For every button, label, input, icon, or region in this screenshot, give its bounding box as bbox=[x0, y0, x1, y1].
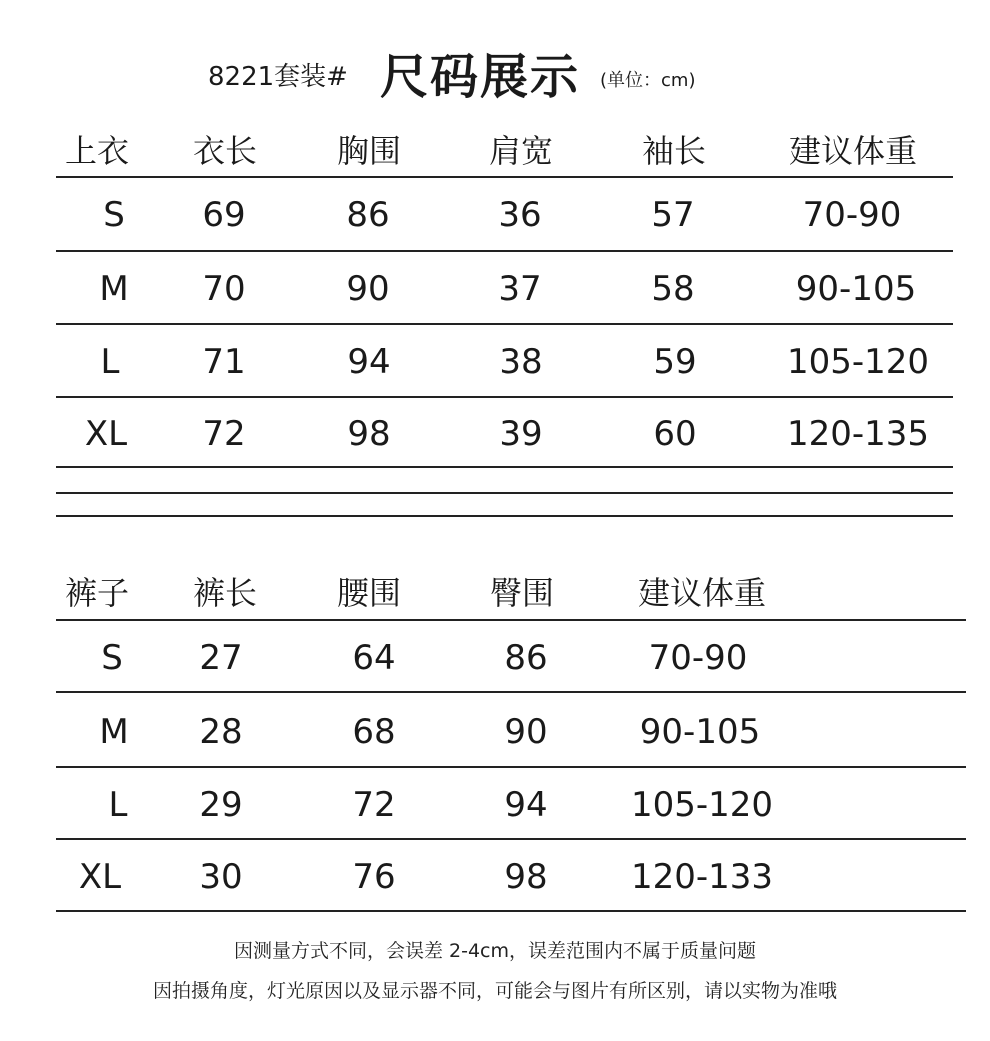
divider bbox=[56, 323, 953, 325]
table-cell: M bbox=[99, 712, 129, 752]
table-cell: 71 bbox=[202, 342, 246, 382]
table-cell: S bbox=[101, 638, 123, 678]
table-cell: M bbox=[99, 269, 129, 309]
table-cell: XL bbox=[78, 857, 122, 897]
measurement-note: 因测量方式不同，会误差 2-4cm，误差范围内不属于质量问题 bbox=[233, 940, 757, 962]
table-cell: 70-90 bbox=[648, 638, 748, 678]
table-cell: 57 bbox=[651, 195, 695, 235]
table-cell: 90-105 bbox=[639, 712, 761, 752]
product-code: 8221套装# bbox=[208, 62, 348, 92]
table-cell: 90 bbox=[346, 269, 390, 309]
table-cell: 69 bbox=[202, 195, 246, 235]
table-cell: 72 bbox=[202, 414, 246, 454]
table-cell: 70-90 bbox=[802, 195, 902, 235]
color-disclaimer-note: 因拍摄角度，灯光原因以及显示器不同，可能会与图片有所区别，请以实物为准哦 bbox=[152, 980, 837, 1002]
table-cell: 38 bbox=[499, 342, 543, 382]
table-cell: XL bbox=[84, 414, 128, 454]
table-cell: 37 bbox=[498, 269, 542, 309]
table-cell: L bbox=[100, 342, 120, 382]
table-cell: S bbox=[103, 195, 125, 235]
table-cell: 27 bbox=[199, 638, 243, 678]
page-title: 尺码展示 bbox=[380, 49, 581, 105]
divider bbox=[56, 492, 953, 494]
table-cell: 72 bbox=[352, 785, 396, 825]
top-header-category: 上衣 bbox=[64, 132, 130, 170]
table-cell: 105-120 bbox=[786, 342, 930, 382]
table-cell: 58 bbox=[651, 269, 695, 309]
top-header-weight: 建议体重 bbox=[788, 132, 918, 170]
table-cell: 60 bbox=[653, 414, 697, 454]
table-cell: 76 bbox=[352, 857, 396, 897]
table-cell: 30 bbox=[199, 857, 243, 897]
divider bbox=[56, 619, 966, 621]
top-header-length: 衣长 bbox=[192, 132, 258, 170]
table-cell: 39 bbox=[499, 414, 543, 454]
top-header-sleeve: 袖长 bbox=[641, 132, 707, 170]
table-cell: 70 bbox=[202, 269, 246, 309]
table-cell: 105-120 bbox=[630, 785, 774, 825]
divider bbox=[56, 515, 953, 517]
divider bbox=[56, 910, 966, 912]
divider bbox=[56, 766, 966, 768]
table-cell: 98 bbox=[347, 414, 391, 454]
unit-label: (单位：cm) bbox=[600, 70, 696, 91]
divider bbox=[56, 838, 966, 840]
pants-header-length: 裤长 bbox=[192, 574, 258, 612]
table-cell: 86 bbox=[346, 195, 390, 235]
table-cell: 94 bbox=[504, 785, 548, 825]
table-cell: 59 bbox=[653, 342, 697, 382]
table-cell: 36 bbox=[498, 195, 542, 235]
pants-header-category: 裤子 bbox=[64, 574, 130, 612]
table-cell: 120-133 bbox=[630, 857, 774, 897]
table-cell: 29 bbox=[199, 785, 243, 825]
top-header-chest: 胸围 bbox=[336, 132, 402, 170]
table-cell: 86 bbox=[504, 638, 548, 678]
table-cell: 68 bbox=[352, 712, 396, 752]
divider bbox=[56, 691, 966, 693]
divider bbox=[56, 250, 953, 252]
top-header-shoulder: 肩宽 bbox=[488, 132, 554, 170]
table-cell: 120-135 bbox=[786, 414, 930, 454]
pants-header-waist: 腰围 bbox=[336, 574, 402, 612]
pants-header-hip: 臀围 bbox=[489, 574, 555, 612]
pants-header-weight: 建议体重 bbox=[637, 574, 767, 612]
table-cell: 64 bbox=[352, 638, 396, 678]
divider bbox=[56, 466, 953, 468]
table-cell: 90-105 bbox=[795, 269, 917, 309]
table-cell: 94 bbox=[347, 342, 391, 382]
divider bbox=[56, 396, 953, 398]
table-cell: 98 bbox=[504, 857, 548, 897]
table-cell: 28 bbox=[199, 712, 243, 752]
divider bbox=[56, 176, 953, 178]
table-cell: 90 bbox=[504, 712, 548, 752]
table-cell: L bbox=[108, 785, 128, 825]
